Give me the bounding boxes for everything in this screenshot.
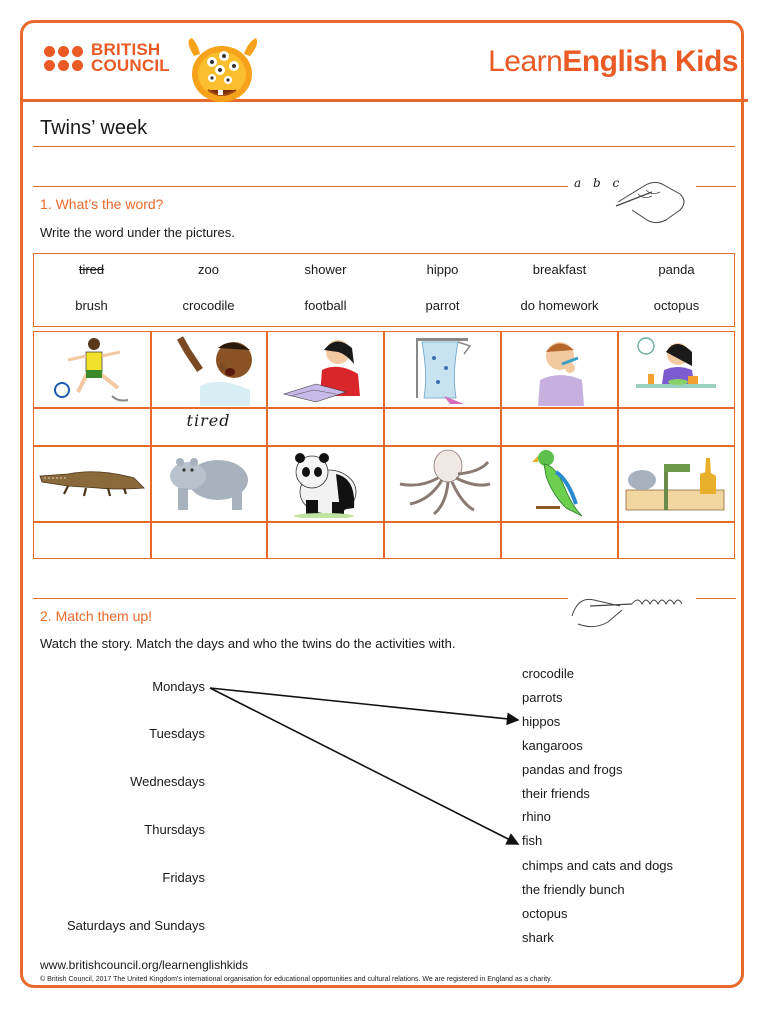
word-bank-word: zoo	[198, 262, 219, 277]
learnenglish-light: Learn	[488, 45, 563, 78]
companion-label: the friendly bunch	[522, 882, 625, 897]
word-bank-word: shower	[304, 262, 347, 277]
section1-instruction: Write the word under the pictures.	[40, 225, 235, 240]
match-arrow-hippos	[210, 688, 518, 720]
example-answer: tired	[186, 411, 231, 430]
companion-label: crocodile	[522, 666, 575, 681]
footer-copyright: © British Council, 2017 The United Kingdom’s international organisation for educational opportunities and cultural relations. We are registered in England as a charity.	[40, 976, 553, 983]
day-label: Wednesdays	[130, 774, 205, 789]
day-label: Saturdays and Sundays	[66, 918, 205, 933]
section1-heading: 1. What’s the word?	[40, 196, 164, 212]
word-bank-word: parrot	[425, 298, 460, 313]
companion-label: hippos	[522, 714, 561, 729]
word-bank-word: octopus	[653, 298, 700, 313]
companion-label: shark	[522, 930, 554, 945]
companion-label: chimps and cats and dogs	[522, 858, 674, 873]
day-label: Thursdays	[144, 822, 205, 837]
word-bank-word: football	[304, 298, 347, 313]
footer-url[interactable]: www.britishcouncil.org/learnenglishkids	[40, 958, 249, 972]
day-label: Mondays	[152, 679, 205, 694]
word-bank-word: breakfast	[532, 262, 587, 277]
day-label: Tuesdays	[149, 726, 205, 741]
companion-label: octopus	[522, 906, 568, 921]
word-bank-word: brush	[75, 298, 108, 313]
companion-label: their friends	[522, 786, 590, 801]
learnenglish-bold: English Kids	[562, 45, 738, 78]
section2-heading: 2. Match them up!	[40, 608, 153, 624]
word-bank-word: do homework	[520, 298, 599, 313]
word-bank-word: panda	[658, 262, 695, 277]
section2-instruction: Watch the story. Match the days and who the twins do the activities with.	[40, 636, 456, 651]
british-council-line1: BRITISH	[91, 40, 161, 59]
day-label: Fridays	[162, 870, 205, 885]
companion-label: pandas and frogs	[522, 762, 623, 777]
match-arrow-fish	[210, 688, 518, 844]
word-bank-word: tired	[78, 262, 105, 277]
british-council-line2: COUNCIL	[91, 56, 170, 75]
word-bank-word: hippo	[426, 262, 459, 277]
handwriting-letters: a b c	[574, 176, 624, 190]
companion-label: rhino	[522, 809, 551, 824]
page-title: Twins’ week	[40, 117, 148, 139]
companion-label: fish	[522, 833, 543, 848]
companion-label: kangaroos	[522, 738, 583, 753]
companion-label: parrots	[522, 690, 563, 705]
word-bank-word: crocodile	[182, 298, 235, 313]
